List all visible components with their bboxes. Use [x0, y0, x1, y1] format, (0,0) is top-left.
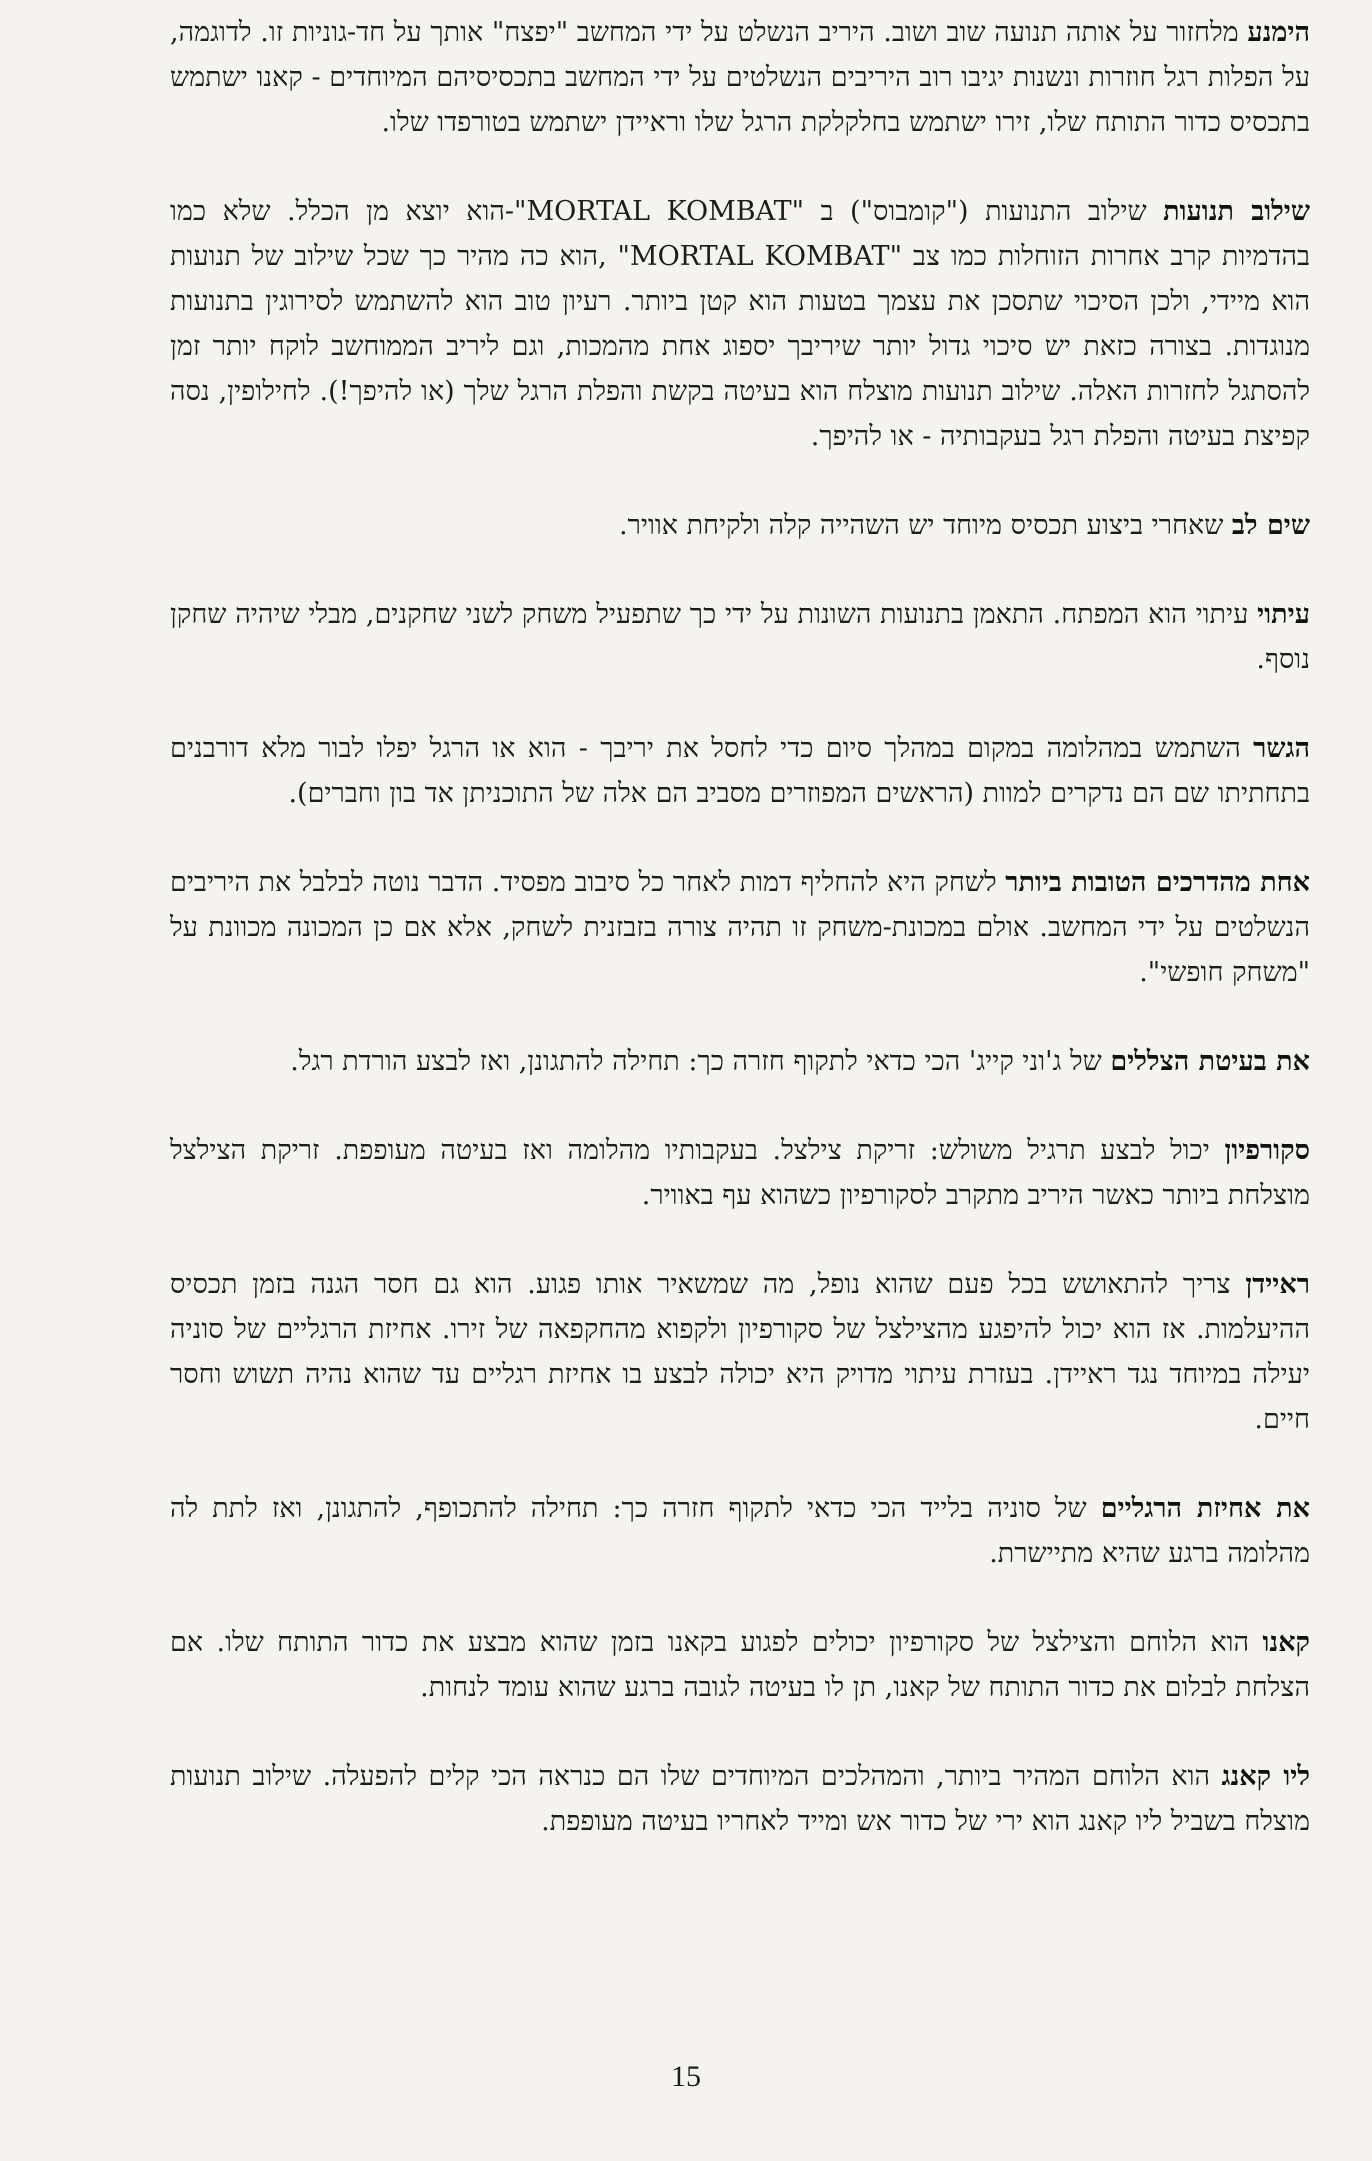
paragraph-text: יכול לבצע תרגיל משולש: זריקת צילצל. בעקבותיו מהלומה ואז בעיטה מעופפת. זריקת הצילצל מוצלחת ביותר כאשר היריב מתקרב לסקורפיון כשהוא עף באוויר. — [170, 1135, 1310, 1211]
paragraph-kano — [170, 1620, 1310, 1710]
paragraph-text: השתמש במהלומה במקום במהלך סיום כדי לחסל את יריבך - הוא או הרגל יפלו לבור מלא דורבנים בתחתיתו שם הם נדקרים למוות (הראשים המפוזרים מסביב הם אלה של התוכניתן אד בון וחברים). — [170, 733, 1310, 809]
paragraph-avoid-repetition — [170, 10, 1310, 145]
paragraph-leg-grab — [170, 1486, 1310, 1576]
paragraph-switch-character — [170, 860, 1310, 995]
paragraph-lead: עיתוי — [1257, 599, 1310, 630]
paragraph-text: הוא הלוחם והצילצל של סקורפיון יכולים לפגוע בקאנו בזמן שהוא מבצע את כדור התותח שלו. אם הצלחת לבלום את כדור התותח של קאנו, תן לו בעיטה לגובה ברגע שהוא עומד לנחות. — [170, 1627, 1310, 1703]
paragraph-lead: שילוב תנועות — [1163, 196, 1310, 227]
paragraph-shadow-kick — [170, 1039, 1310, 1084]
paragraph-text: מלחזור על אותה תנועה שוב ושוב. היריב הנשלט על ידי המחשב "יפצח" אותך על חד-גוניות זו. לדוגמה, על הפלות רגל חוזרות ונשנות יגיבו רוב היריבים הנשלטים על ידי המחשב בתכסיסיהם המיוחדים - קאנו ישתמש בתכסיס כדור התותח שלו, זירו ישתמש בחלקלקת הרגל שלו וראיידן ישתמש בטורפדו שלו. — [170, 17, 1310, 138]
paragraph-lead: הגשר — [1253, 733, 1310, 764]
paragraph-text: שאחרי ביצוע תכסיס מיוחד יש השהייה קלה ולקיחת אוויר. — [619, 510, 1232, 541]
paragraph-text: לשחק היא להחליף דמות לאחר כל סיבוב מפסיד. הדבר נוטה לבלבל את היריבים הנשלטים על ידי המחשב. אולם במכונת-משחק זו תהיה צורה בזבזנית לשחק, אלא אם כן המכונה מכוונת על "משחק חופשי". — [170, 867, 1310, 988]
paragraph-text: הוא הלוחם המהיר ביותר, והמהלכים המיוחדים שלו הם כנראה הכי קלים להפעלה. שילוב תנועות מוצלח בשביל ליו קאנג הוא ירי של כדור אש ומייד לאחריו בעיטה מעופפת. — [170, 1761, 1310, 1837]
paragraph-text: שילוב התנועות ("קומבוס") ב "MORTAL KOMBAT"-הוא יוצא מן הכלל. שלא כמו בהדמיות קרב אחרות הזוחלות כמו צב "MORTAL KOMBAT" ,הוא כה מהיר כך שכל שילוב של תנועות הוא מיידי, ולכן הסיכוי שתסכן את עצמך בטעות הוא קטן ביותר. רעיון טוב הוא להשתמש לסירוגין בתנועות מנוגדות. בצורה כזאת יש סיכוי גדול יותר שיריבך יספוג אחת מהמכות, וגם ליריב הממוחשב לוקח יותר זמן להסתגל לחזרות האלה. שילוב תנועות מוצלח הוא בעיטה בקשת והפלת הרגל שלך (או להיפך!). לחילופין, נסה קפיצת בעיטה והפלת רגל בעקבותיה - או להיפך. — [170, 196, 1310, 452]
paragraph-lead: ראיידן — [1245, 1269, 1310, 1300]
paragraph-lead: שים לב — [1231, 510, 1310, 541]
paragraph-lead: ליו קאנג — [1221, 1761, 1310, 1792]
paragraph-bridge — [170, 726, 1310, 816]
paragraph-text: עיתוי הוא המפתח. התאמן בתנועות השונות על ידי כך שתפעיל משחק לשני שחקנים, מבלי שיהיה שחקן נוסף. — [170, 599, 1310, 675]
paragraph-lead: קאנו — [1262, 1627, 1310, 1658]
paragraph-text: צריך להתאושש בכל פעם שהוא נופל, מה שמשאיר אותו פגוע. הוא גם חסר הגנה בזמן תכסיס ההיעלמות. אז הוא יכול להיפגע מהצילצל של סקורפיון ולקפוא מהחקפאה של זירו. אחיזת הרגליים של סוניה יעילה במיוחד נגד ראיידן. בעזרת עיתוי מדויק היא יכולה לבצע בו אחיזת רגליים עד שהוא נהיה תשוש וחסר חיים. — [170, 1269, 1310, 1435]
paragraph-lead: סקורפיון — [1224, 1135, 1310, 1166]
paragraph-scorpion — [170, 1128, 1310, 1218]
page-number: 15 — [671, 2060, 701, 2093]
paragraph-lead: אחת מהדרכים הטובות ביותר — [1005, 867, 1310, 898]
paragraph-lead: הימנע — [1247, 17, 1310, 48]
paragraph-text: של ג'וני קייג' הכי כדאי לתקוף חזרה כך: תחילה להתגונן, ואז לבצע הורדת רגל. — [290, 1046, 1111, 1077]
paragraph-note — [170, 503, 1310, 548]
paragraph-timing — [170, 592, 1310, 682]
paragraph-lead: את אחיזת הרגליים — [1100, 1493, 1310, 1524]
paragraph-raiden — [170, 1262, 1310, 1442]
paragraph-lead: את בעיטת הצללים — [1110, 1046, 1310, 1077]
paragraph-text: של סוניה בלייד הכי כדאי לתקוף חזרה כך: תחילה להתכופף, להתגונן, ואז לתת לה מהלומה ברגע שהיא מתיישרת. — [170, 1493, 1310, 1569]
paragraph-liu-kang — [170, 1754, 1310, 1844]
paragraph-combos — [170, 189, 1310, 459]
